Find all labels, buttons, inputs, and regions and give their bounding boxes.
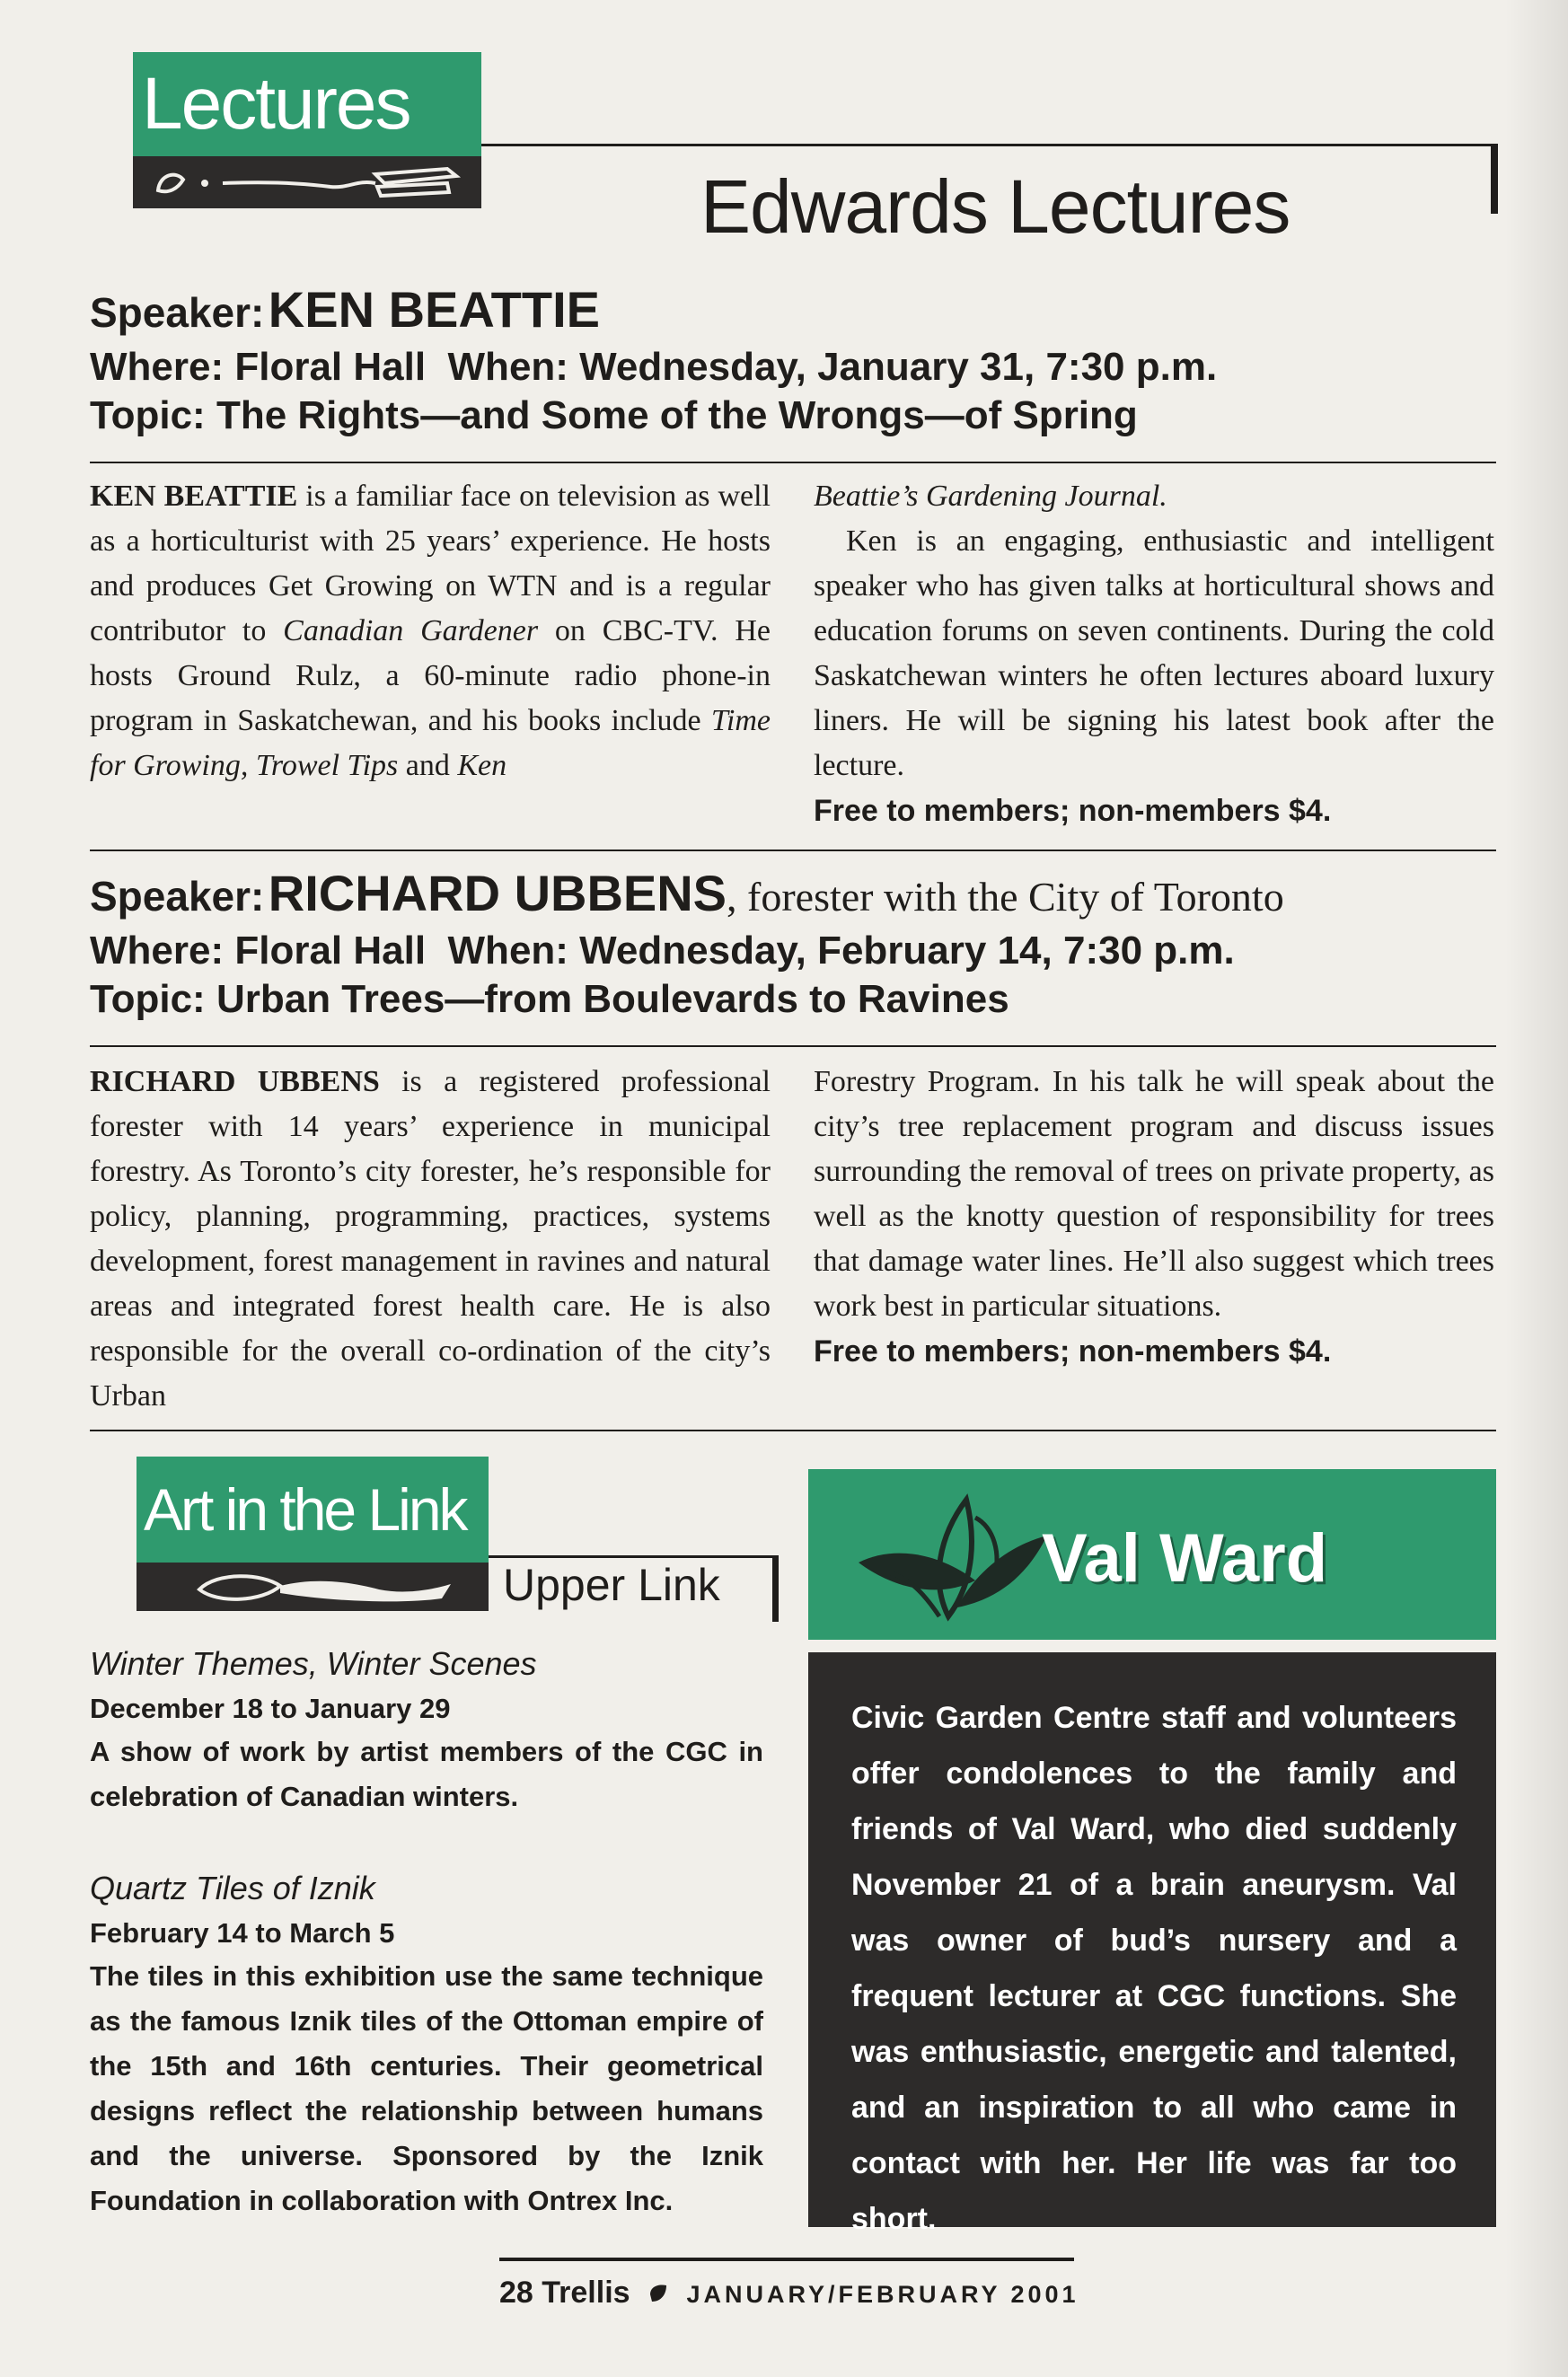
header-rule xyxy=(481,144,1498,146)
art-show-description: A show of work by artist members of the CGC in celebration of Canadian winters. xyxy=(90,1736,763,1812)
art-rule xyxy=(489,1555,778,1558)
bio-italic: Canadian Gardener xyxy=(283,614,539,647)
art-badge-label: Art in the Link xyxy=(137,1457,489,1563)
header-rule-end xyxy=(1491,144,1498,214)
topic-value: The Rights—and Some of the Wrongs—of Spring xyxy=(216,393,1138,437)
art-show-item xyxy=(90,1645,763,1819)
divider xyxy=(90,462,1496,463)
speaker-role: , forester with the City of Toronto xyxy=(727,874,1284,920)
fee-note: Free to members; non-members $4. xyxy=(814,794,1332,828)
art-show-dates: February 14 to March 5 xyxy=(90,1917,395,1949)
topic-label: Topic: xyxy=(90,393,206,437)
bio-text: and xyxy=(398,749,458,782)
lecture1-topic-line xyxy=(90,393,1138,438)
memorial-text: Civic Garden Centre staff and volunteers offer condolences to the family and friends of Val Ward, who died suddenly November 21 of a brain aneurysm. Val was owner of bud’s nursery and a frequent lecturer at CGC functions. She was enthusiastic, energetic and talented, and an inspiration to all who came in contact with her. Her life was far too short. xyxy=(808,1652,1496,2227)
art-badge xyxy=(137,1457,489,1611)
speaker-label: Speaker: xyxy=(90,873,265,920)
art-badge-strip xyxy=(137,1563,489,1611)
issue-date: JANUARY/FEBRUARY 2001 xyxy=(686,2281,1079,2308)
where-label: Where: xyxy=(90,345,225,389)
lectures-badge-strip xyxy=(133,156,481,208)
lecture2-bio-left xyxy=(90,1060,771,1419)
fish-sketch-icon xyxy=(137,1563,489,1611)
when-value: Wednesday, January 31, 7:30 p.m. xyxy=(579,345,1218,389)
when-label: When: xyxy=(447,929,568,973)
bio-text: is a familiar face on television as well as a horticulturist with 25 years’ experience. He hosts and produces Get Growing on WTN and is a regular contributor to xyxy=(90,480,771,647)
bio-lead: RICHARD UBBENS xyxy=(90,1065,380,1098)
lectures-badge-label: Lectures xyxy=(133,52,481,156)
art-rule-end xyxy=(772,1555,779,1622)
where-label: Where: xyxy=(90,929,225,973)
when-value: Wednesday, February 14, 7:30 p.m. xyxy=(579,929,1235,973)
art-show-dates: December 18 to January 29 xyxy=(90,1693,451,1724)
lecture2-where-line xyxy=(90,929,1235,973)
lecture2-speaker-line xyxy=(90,864,1284,922)
art-subtitle: Upper Link xyxy=(503,1560,720,1610)
book-title: Beattie’s Gardening Journal. xyxy=(814,480,1167,513)
lectures-badge xyxy=(133,52,481,208)
memorial-separator xyxy=(808,1640,1496,1652)
bio-italic: Time for Growing, Trowel Tips xyxy=(90,704,771,782)
topic-value: Urban Trees—from Boulevards to Ravines xyxy=(216,977,1009,1021)
lecture2-bio-right xyxy=(814,1060,1494,1374)
lecture1-bio-left xyxy=(90,474,771,788)
where-value: Floral Hall xyxy=(234,345,427,389)
flower-icon xyxy=(841,1482,1056,1643)
divider xyxy=(90,1045,1496,1047)
page-title: Edwards Lectures xyxy=(700,164,1291,249)
page-footer xyxy=(499,2276,1079,2311)
when-label: When: xyxy=(447,345,568,389)
speaker-label: Speaker: xyxy=(90,289,265,336)
divider xyxy=(90,1430,1496,1431)
lecture1-speaker-line xyxy=(90,280,600,339)
art-show-description: The tiles in this exhibition use the same technique as the famous Iznik tiles of the Ottoman empire of the 15th and 16th centuries. Their geometrical designs reflect the relationship between humans and the universe. Sponsored by the Iznik Foundation in collaboration with Ontrex Inc. xyxy=(90,1960,763,2216)
art-show-item xyxy=(90,1870,763,2223)
topic-label: Topic: xyxy=(90,977,206,1021)
footer-rule xyxy=(499,2258,1074,2261)
page-number: 28 Trellis xyxy=(499,2276,630,2310)
lecture2-topic-line xyxy=(90,977,1009,1022)
lecture1-where-line xyxy=(90,345,1217,390)
bio-text: Ken is an engaging, enthusiastic and intelligent speaker who has given talks at horticultural shows and education forums on seven continents. During the cold Saskatchewan winters he often lectures aboard luxury liners. He will be signing his latest book after the lecture. xyxy=(814,524,1494,782)
leaf-bullet-icon xyxy=(647,2282,670,2305)
bio-italic: Ken xyxy=(457,749,507,782)
bio-text: is a registered professional forester with 14 years’ experience in municipal forestry. As Toronto’s city forester, he’s responsible for policy, planning, programming, practices, systems development, forest management in ravines and natural areas and integrated forest health care. He is also responsible for the overall co-ordination of the city’s Urban xyxy=(90,1065,771,1413)
bio-text: on CBC-TV. He hosts Ground Rulz, a 60-minute radio phone-in program in Saskatchewan, and his books include xyxy=(90,614,771,737)
lecture1-bio-right xyxy=(814,474,1494,833)
art-show-title: Quartz Tiles of Iznik xyxy=(90,1870,375,1906)
bio-lead: KEN BEATTIE xyxy=(90,480,298,513)
fee-note: Free to members; non-members $4. xyxy=(814,1334,1332,1369)
bio-text: Forestry Program. In his talk he will speak about the city’s tree replacement program and discuss issues surrounding the removal of trees on private property, as well as the knotty question of responsibility for trees that damage water lines. He’ll also suggest which trees work best in particular situations. xyxy=(814,1065,1494,1323)
speaker-name: RICHARD UBBENS xyxy=(268,865,727,921)
divider xyxy=(90,850,1496,851)
speaker-name: KEN BEATTIE xyxy=(268,281,600,338)
where-value: Floral Hall xyxy=(234,929,427,973)
quill-pen-icon xyxy=(133,156,481,208)
page-edge-shadow xyxy=(1505,0,1568,2377)
art-show-title: Winter Themes, Winter Scenes xyxy=(90,1645,537,1682)
memorial-name: Val Ward xyxy=(1042,1520,1328,1597)
